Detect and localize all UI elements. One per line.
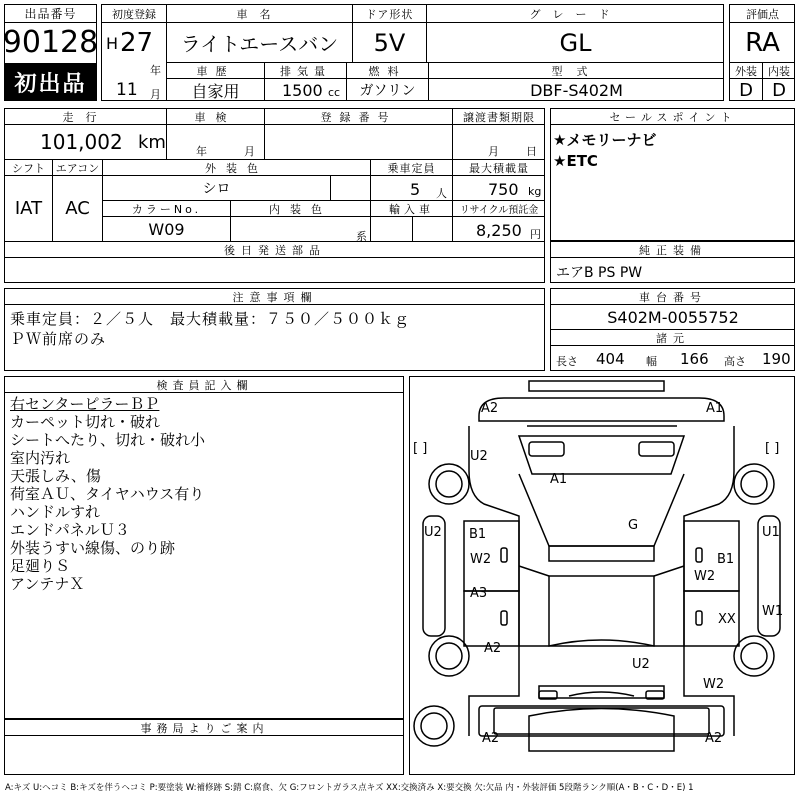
inspection-year: 年 xyxy=(196,145,207,158)
code-quarter-right: W2 xyxy=(703,677,725,692)
caution-label: 注意事項欄 xyxy=(232,290,318,304)
max-load-label: 最大積載量 xyxy=(469,161,529,175)
capacity-label: 乗車定員 xyxy=(387,161,436,175)
history: 自家用 xyxy=(191,81,240,101)
car-name: ライトエースバン xyxy=(180,32,339,56)
interior-score: D xyxy=(772,79,786,101)
model-label: 型式 xyxy=(551,64,602,78)
note-line: エンドパネルＵ３ xyxy=(10,521,130,539)
code-rear-w1: W1 xyxy=(762,604,784,619)
inspector-notes-label: 検査員記入欄 xyxy=(156,378,253,392)
transfer-deadline-label: 譲渡書類期限 xyxy=(463,110,535,124)
displacement-label: 排気量 xyxy=(280,64,331,78)
model: DBF-S402M xyxy=(530,80,623,100)
color-no-label: カラーNo. xyxy=(131,202,202,216)
sales-point-1: ★メモリーナビ xyxy=(553,131,657,149)
caution-line-1: 乗車定員：２／５人 最大積載量：７５０／５００ｋｇ xyxy=(10,310,411,328)
code-front-left: A2 xyxy=(481,401,499,416)
note-line: アンテナＸ xyxy=(10,575,85,593)
code-quarter-left: A2 xyxy=(484,641,502,656)
code-rear-left: A3 xyxy=(470,586,488,601)
exterior-score: D xyxy=(739,79,753,101)
bracket-right: [ ] xyxy=(765,441,780,456)
code-hood: G xyxy=(628,518,639,533)
code-door-right: B1 xyxy=(717,552,735,567)
later-parts-label: 後日発送部品 xyxy=(224,243,326,257)
displacement: 1500 xyxy=(282,81,323,100)
note-line: カーペット切れ・破れ xyxy=(10,413,161,431)
door-type-label: ドア形状 xyxy=(365,7,414,21)
note-line: 右センターピラーＢＰ xyxy=(10,395,160,413)
code-door-left: B1 xyxy=(469,527,487,542)
width: 166 xyxy=(680,350,709,368)
grade-label: グレード xyxy=(529,7,622,21)
ac: AC xyxy=(65,198,90,219)
color-no: W09 xyxy=(148,219,185,239)
code-front-right: A1 xyxy=(706,401,724,416)
max-load-unit: kg xyxy=(528,185,542,198)
caution-line-2: ＰＷ前席のみ xyxy=(10,330,107,348)
genuine-equipment-label: 純正装備 xyxy=(639,243,707,257)
month-unit: 月 xyxy=(150,88,161,101)
length: 404 xyxy=(596,350,625,368)
car-name-label: 車名 xyxy=(236,7,283,21)
reg-number-label: 登録番号 xyxy=(320,110,397,124)
lot-number: 90128 xyxy=(2,24,99,60)
code-side-right: U1 xyxy=(762,525,780,540)
shift-label: シフト xyxy=(12,161,45,175)
inspection-label: 車検 xyxy=(194,110,237,124)
note-line: 荷室ＡＵ、タイヤハウス有り xyxy=(10,485,205,503)
code-rear-xx: XX xyxy=(718,612,736,627)
capacity-unit: 人 xyxy=(436,187,447,200)
length-label: 長さ xyxy=(556,355,578,368)
sales-points-label: セールスポイント xyxy=(609,110,737,124)
transfer-day: 日 xyxy=(526,145,537,158)
sales-point-2: ★ETC xyxy=(553,152,598,170)
exterior-label: 外装 xyxy=(735,64,757,78)
interior-label: 内装 xyxy=(768,64,790,78)
height-label: 高さ xyxy=(724,355,746,368)
shift: IAT xyxy=(14,198,43,219)
year-unit: 年 xyxy=(150,64,161,77)
reg-month: 11 xyxy=(116,80,138,100)
int-color-unit: 系 xyxy=(356,230,367,243)
note-line: 外装うすい線傷、のり跡 xyxy=(10,539,176,557)
fuel: ガソリン xyxy=(359,83,416,99)
sales-points-box xyxy=(550,108,795,241)
recycle-unit: 円 xyxy=(530,228,541,241)
era: H xyxy=(106,34,119,53)
legend: A:キズ U:ヘコミ B:キズを伴うヘコミ P:要塗装 W:補修跡 S:錆 C:腐食、欠 G:フロントガラス点キズ XX:交換済み X:要交換 欠:欠品 内・外装評価 5段階ランク順(A・B・C・D・E) 1 xyxy=(5,783,694,793)
office-label: 事務局よりご案内 xyxy=(140,721,269,735)
first-listing-badge: 初出品 xyxy=(4,63,97,101)
width-label: 幅 xyxy=(646,355,657,368)
code-door-left2: W2 xyxy=(470,552,492,567)
mileage-unit: km xyxy=(138,132,166,153)
dims-label: 諸元 xyxy=(656,331,690,345)
chassis-number: S402M-0055752 xyxy=(607,307,739,327)
height: 190 xyxy=(762,350,791,368)
note-line: シートへたり、切れ・破れ小 xyxy=(10,431,206,449)
color: シロ xyxy=(202,181,231,197)
code-fender-left: U2 xyxy=(470,449,488,464)
displacement-unit: cc xyxy=(328,86,341,99)
code-rear-bumper-right: A2 xyxy=(705,731,723,746)
color-label: 外装色 xyxy=(205,161,268,175)
score-label: 評価点 xyxy=(746,7,779,21)
code-tail: U2 xyxy=(632,657,650,672)
code-rear-bumper-left: A2 xyxy=(482,731,500,746)
genuine-equipment: エアB PS PW xyxy=(556,265,643,281)
code-side-left: U2 xyxy=(424,525,442,540)
note-line: ハンドルすれ xyxy=(10,503,101,521)
note-line: 天張しみ、傷 xyxy=(10,467,101,485)
recycle-label: リサイクル預託金 xyxy=(459,205,539,216)
note-line: 足廻りＳ xyxy=(10,557,71,575)
mileage-label: 走行 xyxy=(62,110,109,124)
code-roof: A1 xyxy=(550,472,568,487)
ac-label: エアコン xyxy=(55,161,100,175)
reg-year: 27 xyxy=(120,28,154,58)
chassis-label: 車台番号 xyxy=(639,290,707,304)
fuel-label: 燃料 xyxy=(368,64,407,78)
grade: GL xyxy=(559,28,592,57)
max-load: 750 xyxy=(488,180,519,199)
bracket-left: [ ] xyxy=(413,441,428,456)
lot-number-label: 出品番号 xyxy=(24,7,77,21)
int-color-label: 内装色 xyxy=(269,202,332,216)
inspector-notes-list xyxy=(10,395,205,593)
score: RA xyxy=(745,27,780,58)
capacity: 5 xyxy=(410,180,421,199)
code-door-right2: W2 xyxy=(694,569,716,584)
import-label: 輸入車 xyxy=(389,202,434,216)
recycle-fee: 8,250 xyxy=(476,221,522,240)
door-type: 5V xyxy=(373,28,406,57)
car-diagram xyxy=(409,376,795,775)
mileage: 101,002 xyxy=(40,130,123,154)
history-label: 車歴 xyxy=(196,64,235,78)
first-reg-label: 初度登録 xyxy=(112,7,156,21)
inspection-month: 月 xyxy=(244,145,255,158)
note-line: 室内汚れ xyxy=(10,449,71,467)
transfer-month: 月 xyxy=(488,145,499,158)
